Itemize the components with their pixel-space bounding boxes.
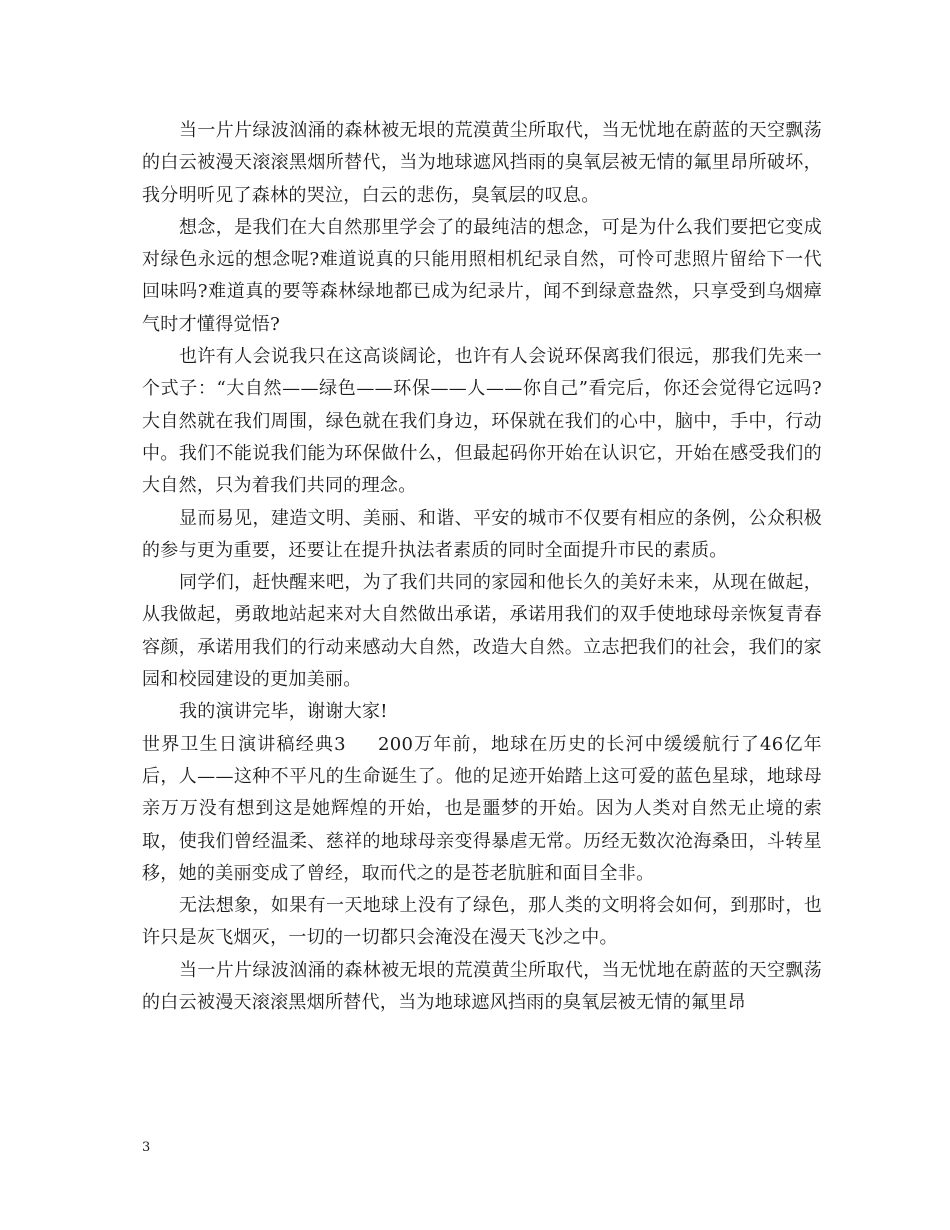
paragraph: 同学们，赶快醒来吧，为了我们共同的家园和他长久的美好未来，从现在做起，从我做起，勇敢地站起来对大自然做出承诺，承诺用我们的双手使地球母亲恢复青春容颜，承诺用我们的行动来感动大自然，改造大自然。立志把我们的社会，我们的家园和校园建设的更加美丽。 xyxy=(142,572,822,691)
paragraph: 当一片片绿波汹涌的森林被无垠的荒漠黄尘所取代，当无忧地在蔚蓝的天空飘荡的白云被漫天滚滚黑烟所替代，当为地球遮风挡雨的臭氧层被无情的氟里昂 xyxy=(142,959,822,1014)
section-text: 200万年前，地球在历史的长河中缓缓航行了46亿年后，人——这种不平凡的生命诞生了。他的足迹开始踏上这可爱的蓝色星球，地球母亲万万没有想到这是她辉煌的开始，也是噩梦的开始。因为人类对自然无止境的索取，使我们曾经温柔、慈祥的地球母亲变得暴虐无常。历经无数次沧海桑田，斗转星移，她的美丽变成了曾经，取而代之的是苍老肮脏和面目全非。 xyxy=(142,733,822,884)
section-title: 世界卫生日演讲稿经典3 xyxy=(142,733,346,755)
paragraph: 我的演讲完毕，谢谢大家! xyxy=(179,701,388,723)
page-number: 3 xyxy=(142,1140,151,1155)
paragraph: 当一片片绿波汹涌的森林被无垠的荒漠黄尘所取代，当无忧地在蔚蓝的天空飘荡的白云被漫天滚滚黑烟所替代，当为地球遮风挡雨的臭氧层被无情的氟里昂所破坏，我分明听见了森林的哭泣，白云的悲伤，臭氧层的叹息。 xyxy=(142,120,822,206)
paragraph: 显而易见，建造文明、美丽、和谐、平安的城市不仅要有相应的条例，公众积极的参与更为重要，还要让在提升执法者素质的同时全面提升市民的素质。 xyxy=(142,507,822,561)
paragraph: 想念，是我们在大自然那里学会了的最纯洁的想念，可是为什么我们要把它变成对绿色永远的想念呢?难道说真的只能用照相机纪录自然，可怜可悲照片留给下一代回味吗?难道真的要等森林绿地都已成为纪录片，闻不到绿意盎然，只享受到乌烟瘴气时才懂得觉悟? xyxy=(142,216,822,335)
paragraph: 无法想象，如果有一天地球上没有了绿色，那人类的文明将会如何，到那时，也许只是灰飞烟灭，一切的一切都只会淹没在漫天飞沙之中。 xyxy=(142,895,822,949)
paragraph: 也许有人会说我只在这高谈阔论，也许有人会说环保离我们很远，那我们先来一个式子：“大自然——绿色——环保——人——你自己”看完后，你还会觉得它远吗?大自然就在我们周围，绿色就在我们身边，环保就在我们的心中，脑中，手中，行动中。我们不能说我们能为环保做什么，但最起码你开始在认识它，开始在感受我们的大自然，只为着我们共同的理念。 xyxy=(142,346,822,497)
document-body xyxy=(142,115,822,1019)
section-paragraph xyxy=(142,729,822,890)
